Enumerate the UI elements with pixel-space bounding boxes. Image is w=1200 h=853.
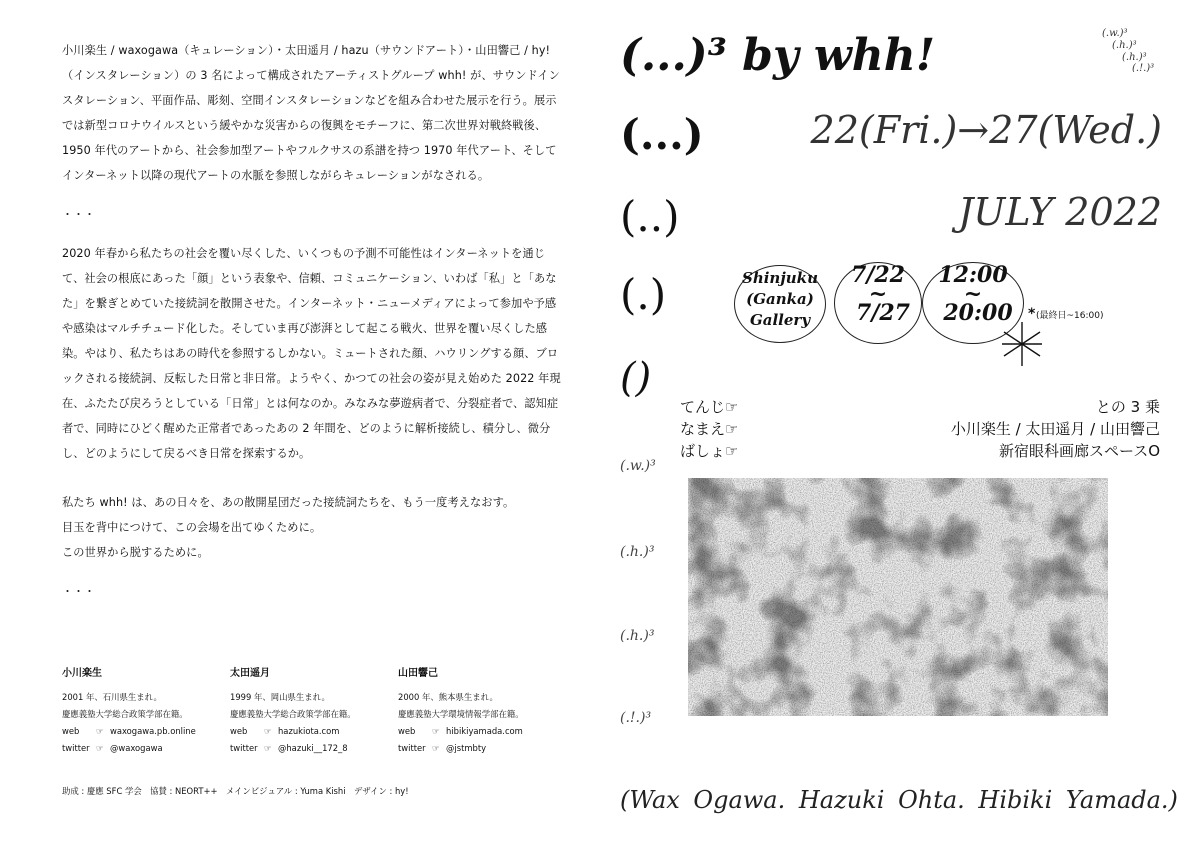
intro-paragraph: 小川楽生 / waxogawa（キュレーション）・太田遥月 / hazu（サウンドアート）・山田響己 / hy!（インスタレーション）の 3 名によって構成されたアーティストグループ whh! が、サウンドインスタレーション、平面作品、彫刻、空間インスタレーションなどを組み合わせた展示を行う。展示では新型コロナウイルスという緩やかな災害からの復興をモチーフに、第二次世界対戦終戦後、1950 年代のアートから、社会参加型アートやフルクサスの系譜を持つ 1970 年代アート、そしてインターネット以降の現代アートの水脈を参照しながらキュレーションがなされる。 — [62, 44, 560, 182]
twitter-handle[interactable]: @waxogawa — [110, 743, 163, 753]
artist-profile — [62, 665, 230, 757]
info-block — [680, 396, 1160, 462]
pointing-hand-icon: ☞ — [432, 743, 440, 753]
web-label: web — [62, 726, 80, 736]
pointing-hand-icon: ☞ — [96, 743, 104, 753]
artist-school: 慶應義塾大学総合政策学部在籍。 — [230, 709, 356, 719]
time-range — [918, 262, 1028, 326]
date-range — [836, 262, 920, 326]
exhibition-dates: 22(Fri.)→27(Wed.) — [810, 108, 1162, 152]
whh-logo-icon — [1100, 22, 1170, 72]
artist-birth: 1999 年、岡山県生まれ。 — [230, 692, 330, 702]
date-end: 7/27 — [856, 300, 910, 326]
info-label: ばしょ☞ — [680, 442, 739, 460]
twitter-label: twitter — [398, 743, 426, 753]
info-row — [680, 396, 1160, 418]
twitter-label: twitter — [62, 743, 90, 753]
paren-mark: () — [620, 355, 652, 401]
venue-line: Shinjuku — [742, 269, 818, 287]
time-end: 20:00 — [943, 300, 1013, 326]
web-link[interactable]: hibikiyamada.com — [446, 726, 523, 736]
twitter-handle[interactable]: @hazuki__172_8 — [278, 743, 348, 753]
side-mark: (.h.)³ — [620, 628, 655, 644]
twitter-label: twitter — [230, 743, 258, 753]
pointing-hand-icon: ☞ — [432, 726, 440, 736]
main-visual-image — [688, 478, 1108, 716]
pointing-hand-icon: ☞ — [96, 726, 104, 736]
web-label: web — [398, 726, 416, 736]
info-row — [680, 440, 1160, 462]
artist-name: 太田遥月 — [230, 668, 270, 679]
side-mark: (.h.)³ — [620, 544, 655, 560]
separator-dots: ・・・ — [62, 585, 95, 598]
info-label: なまえ☞ — [680, 420, 739, 438]
credits: 助成 : 慶應 SFC 学会 協賛 : NEORT++ メインビジュアル : Yuma Kishi デザイン : hy! — [62, 786, 409, 796]
info-row — [680, 418, 1160, 440]
separator-dots: ・・・ — [62, 208, 95, 221]
artist-school: 慶應義塾大学総合政策学部在籍。 — [62, 709, 188, 719]
venue-line: (Ganka) — [746, 290, 814, 308]
artist-name: 山田響己 — [398, 668, 438, 679]
artist-name: 小川楽生 — [62, 668, 102, 679]
statement-column — [62, 38, 562, 604]
paren-mark: (..) — [620, 192, 680, 241]
info-value: 小川楽生 / 太田遥月 / 山田響己 — [950, 420, 1160, 438]
time-tilde: ~ — [963, 281, 983, 307]
starburst-icon — [1000, 320, 1044, 368]
pointing-hand-icon: ☞ — [264, 726, 272, 736]
web-link[interactable]: waxogawa.pb.online — [110, 726, 196, 736]
side-mark: (.w.)³ — [620, 458, 656, 474]
date-tilde: ~ — [868, 281, 888, 307]
time-start: 12:00 — [938, 262, 1008, 288]
artist-birth: 2001 年、石川県生まれ。 — [62, 692, 162, 702]
closing-line-1: 私たち whh! は、あの日々を、あの散開星団だった接続詞たちを、もう一度考えなおす。 — [62, 496, 515, 509]
paren-mark: (.) — [620, 270, 667, 319]
svg-text:(.h.)³: (.h.)³ — [1122, 52, 1147, 63]
exhibition-title: (...)³ by whh! — [620, 30, 936, 81]
paren-mark: (...) — [620, 110, 704, 159]
info-value: との 3 乗 — [1095, 398, 1160, 416]
exhibition-month: JULY 2022 — [958, 190, 1162, 234]
twitter-handle[interactable]: @jstmbty — [446, 743, 487, 753]
web-label: web — [230, 726, 248, 736]
last-day-note: (最終日~16:00) — [1036, 311, 1104, 321]
asterisk-mark: * — [1028, 306, 1036, 322]
side-mark: (.!.)³ — [620, 710, 652, 726]
poster-column — [600, 0, 1200, 853]
svg-text:(.h.)³: (.h.)³ — [1112, 40, 1137, 51]
date-start: 7/22 — [851, 262, 905, 288]
statement-paragraph: 2020 年春から私たちの社会を覆い尽くした、いくつもの予測不可能性はインターネットを通じて、社会の根底にあった「顔」という表象や、信頼、コミュニケーション、いわば「私」と「あなた」を繋ぎとめていた接続詞を散開させた。インターネット・ニューメディアによって参加や予感や感染はマルチチュード化した。そしていま再び澎湃として起こる戦火、世界を覆い尽くした感染。やはり、私たちはあの時代を参照するしかない。ミュートされた顔、ハウリングする顔、ブロックされる接続詞、反転した日常と非日常。ようやく、かつての社会の姿が見え始めた 2022 年現在、ふたたび戻ろうとしている「日常」とは何なのか。みなみな夢遊病者で、分裂症者で、認知症者で、同時にひどく醒めた正常者であったあの 2 年間を、どのように解析接続し、積分し、微分し、どのようにして戻るべき日常を探索するか。 — [62, 247, 561, 460]
web-link[interactable]: hazukiota.com — [278, 726, 340, 736]
closing-line-3: この世界から脱するために。 — [62, 546, 209, 559]
pointing-hand-icon: ☞ — [264, 743, 272, 753]
venue-line: Gallery — [749, 311, 811, 329]
info-label: てんじ☞ — [680, 398, 739, 416]
artist-profile — [398, 665, 566, 757]
artist-birth: 2000 年、熊本県生まれ。 — [398, 692, 498, 702]
svg-text:(.w.)³: (.w.)³ — [1102, 28, 1128, 39]
artist-school: 慶應義塾大学環境情報学部在籍。 — [398, 709, 524, 719]
venue-name — [728, 268, 832, 331]
svg-text:(.!.)³: (.!.)³ — [1132, 63, 1155, 72]
artist-profile — [230, 665, 398, 757]
closing-line-2: 目玉を背中につけて、この会場を出てゆくために。 — [62, 521, 322, 534]
artist-profiles — [62, 665, 582, 757]
info-value: 新宿眼科画廊スペースO — [998, 442, 1160, 460]
artist-names: (Wax Ogawa. Hazuki Ohta. Hibiki Yamada.) — [620, 786, 1178, 814]
